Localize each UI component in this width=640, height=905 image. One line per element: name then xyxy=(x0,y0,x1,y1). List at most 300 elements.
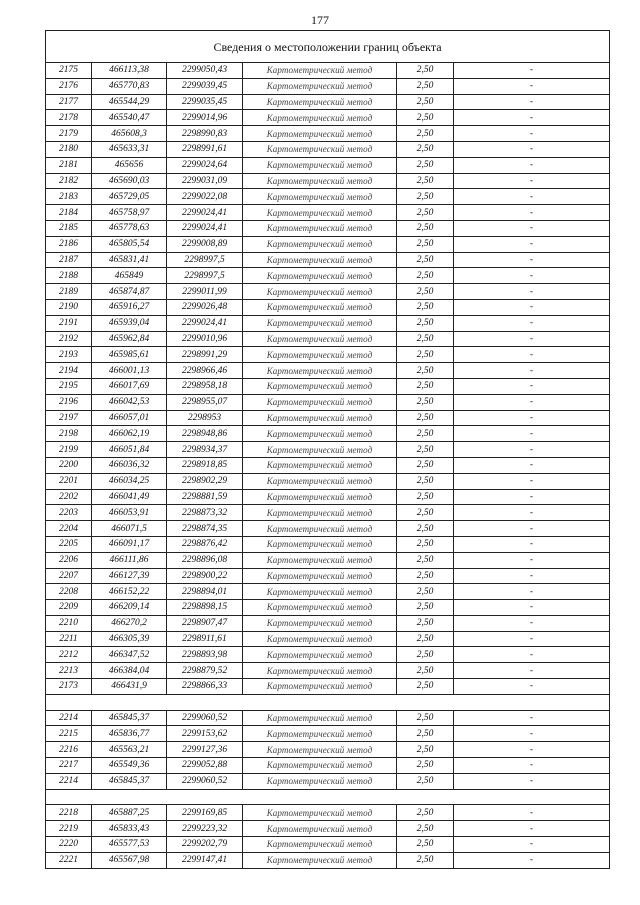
y-coordinate-cell: 2298894,01 xyxy=(167,584,243,600)
accuracy-cell: 2,50 xyxy=(397,647,454,663)
table-row xyxy=(46,126,610,142)
accuracy-cell: 2,50 xyxy=(397,331,454,347)
method-cell: Картометрический метод xyxy=(243,837,397,853)
y-coordinate-cell: 2298958,18 xyxy=(167,378,243,394)
x-coordinate-cell: 465633,31 xyxy=(92,141,167,157)
table-row xyxy=(46,189,610,205)
point-number-cell: 2185 xyxy=(46,220,92,236)
y-coordinate-cell: 2298896,08 xyxy=(167,552,243,568)
table-header-row xyxy=(46,31,610,63)
x-coordinate-cell: 465656 xyxy=(92,157,167,173)
table-row xyxy=(46,679,610,695)
accuracy-cell: 2,50 xyxy=(397,584,454,600)
x-coordinate-cell: 465939,04 xyxy=(92,315,167,331)
table-row xyxy=(46,521,610,537)
x-coordinate-cell: 465805,54 xyxy=(92,236,167,252)
point-number-cell: 2213 xyxy=(46,663,92,679)
point-number-cell: 2193 xyxy=(46,347,92,363)
point-number-cell: 2175 xyxy=(46,63,92,79)
note-cell: - xyxy=(454,63,610,79)
table-row xyxy=(46,268,610,284)
accuracy-cell: 2,50 xyxy=(397,742,454,758)
method-cell: Картометрический метод xyxy=(243,758,397,774)
note-cell: - xyxy=(454,473,610,489)
group-separator-row xyxy=(46,694,610,710)
accuracy-cell: 2,50 xyxy=(397,663,454,679)
y-coordinate-cell: 2299024,41 xyxy=(167,315,243,331)
y-coordinate-cell: 2299223,32 xyxy=(167,821,243,837)
method-cell: Картометрический метод xyxy=(243,505,397,521)
note-cell: - xyxy=(454,710,610,726)
y-coordinate-cell: 2298911,61 xyxy=(167,631,243,647)
x-coordinate-cell: 465887,25 xyxy=(92,805,167,821)
y-coordinate-cell: 2299008,89 xyxy=(167,236,243,252)
table-row xyxy=(46,78,610,94)
note-cell: - xyxy=(454,157,610,173)
point-number-cell: 2216 xyxy=(46,742,92,758)
table-row xyxy=(46,157,610,173)
accuracy-cell: 2,50 xyxy=(397,410,454,426)
point-number-cell: 2173 xyxy=(46,679,92,695)
accuracy-cell: 2,50 xyxy=(397,821,454,837)
point-number-cell: 2217 xyxy=(46,758,92,774)
note-cell: - xyxy=(454,773,610,789)
x-coordinate-cell: 466347,52 xyxy=(92,647,167,663)
point-number-cell: 2198 xyxy=(46,426,92,442)
note-cell: - xyxy=(454,742,610,758)
y-coordinate-cell: 2298876,42 xyxy=(167,536,243,552)
point-number-cell: 2182 xyxy=(46,173,92,189)
method-cell: Картометрический метод xyxy=(243,805,397,821)
x-coordinate-cell: 465836,77 xyxy=(92,726,167,742)
method-cell: Картометрический метод xyxy=(243,852,397,868)
y-coordinate-cell: 2299039,45 xyxy=(167,78,243,94)
method-cell: Картометрический метод xyxy=(243,189,397,205)
table-row xyxy=(46,442,610,458)
accuracy-cell: 2,50 xyxy=(397,457,454,473)
method-cell: Картометрический метод xyxy=(243,173,397,189)
x-coordinate-cell: 466111,86 xyxy=(92,552,167,568)
group-separator-cell xyxy=(46,789,610,805)
x-coordinate-cell: 466062,19 xyxy=(92,426,167,442)
note-cell: - xyxy=(454,94,610,110)
table-row xyxy=(46,394,610,410)
y-coordinate-cell: 2299169,85 xyxy=(167,805,243,821)
table-row xyxy=(46,821,610,837)
accuracy-cell: 2,50 xyxy=(397,236,454,252)
y-coordinate-cell: 2298874,35 xyxy=(167,521,243,537)
table-row xyxy=(46,173,610,189)
note-cell: - xyxy=(454,852,610,868)
table-row xyxy=(46,205,610,221)
note-cell: - xyxy=(454,284,610,300)
table-row xyxy=(46,331,610,347)
boundary-coordinates-table xyxy=(45,30,610,869)
accuracy-cell: 2,50 xyxy=(397,758,454,774)
note-cell: - xyxy=(454,726,610,742)
note-cell: - xyxy=(454,378,610,394)
point-number-cell: 2220 xyxy=(46,837,92,853)
y-coordinate-cell: 2298934,37 xyxy=(167,442,243,458)
point-number-cell: 2202 xyxy=(46,489,92,505)
point-number-cell: 2221 xyxy=(46,852,92,868)
accuracy-cell: 2,50 xyxy=(397,157,454,173)
note-cell: - xyxy=(454,189,610,205)
method-cell: Картометрический метод xyxy=(243,647,397,663)
note-cell: - xyxy=(454,394,610,410)
x-coordinate-cell: 465758,97 xyxy=(92,205,167,221)
method-cell: Картометрический метод xyxy=(243,442,397,458)
point-number-cell: 2199 xyxy=(46,442,92,458)
point-number-cell: 2195 xyxy=(46,378,92,394)
method-cell: Картометрический метод xyxy=(243,473,397,489)
y-coordinate-cell: 2299060,52 xyxy=(167,710,243,726)
method-cell: Картометрический метод xyxy=(243,252,397,268)
accuracy-cell: 2,50 xyxy=(397,837,454,853)
method-cell: Картометрический метод xyxy=(243,600,397,616)
note-cell: - xyxy=(454,521,610,537)
accuracy-cell: 2,50 xyxy=(397,126,454,142)
method-cell: Картометрический метод xyxy=(243,615,397,631)
table-row xyxy=(46,315,610,331)
accuracy-cell: 2,50 xyxy=(397,363,454,379)
note-cell: - xyxy=(454,252,610,268)
method-cell: Картометрический метод xyxy=(243,773,397,789)
y-coordinate-cell: 2298991,61 xyxy=(167,141,243,157)
method-cell: Картометрический метод xyxy=(243,220,397,236)
note-cell: - xyxy=(454,236,610,252)
note-cell: - xyxy=(454,600,610,616)
y-coordinate-cell: 2298907,47 xyxy=(167,615,243,631)
y-coordinate-cell: 2299060,52 xyxy=(167,773,243,789)
point-number-cell: 2206 xyxy=(46,552,92,568)
accuracy-cell: 2,50 xyxy=(397,63,454,79)
note-cell: - xyxy=(454,331,610,347)
table-row xyxy=(46,505,610,521)
y-coordinate-cell: 2298948,86 xyxy=(167,426,243,442)
point-number-cell: 2208 xyxy=(46,584,92,600)
note-cell: - xyxy=(454,837,610,853)
y-coordinate-cell: 2298866,33 xyxy=(167,679,243,695)
y-coordinate-cell: 2299127,36 xyxy=(167,742,243,758)
table-body xyxy=(46,31,610,869)
accuracy-cell: 2,50 xyxy=(397,299,454,315)
y-coordinate-cell: 2298997,5 xyxy=(167,268,243,284)
note-cell: - xyxy=(454,679,610,695)
point-number-cell: 2189 xyxy=(46,284,92,300)
point-number-cell: 2197 xyxy=(46,410,92,426)
y-coordinate-cell: 2298881,59 xyxy=(167,489,243,505)
x-coordinate-cell: 465778,63 xyxy=(92,220,167,236)
table-row xyxy=(46,805,610,821)
method-cell: Картометрический метод xyxy=(243,157,397,173)
table-row xyxy=(46,615,610,631)
point-number-cell: 2196 xyxy=(46,394,92,410)
accuracy-cell: 2,50 xyxy=(397,378,454,394)
x-coordinate-cell: 465874,87 xyxy=(92,284,167,300)
x-coordinate-cell: 466113,38 xyxy=(92,63,167,79)
point-number-cell: 2212 xyxy=(46,647,92,663)
point-number-cell: 2201 xyxy=(46,473,92,489)
note-cell: - xyxy=(454,647,610,663)
note-cell: - xyxy=(454,173,610,189)
point-number-cell: 2200 xyxy=(46,457,92,473)
method-cell: Картометрический метод xyxy=(243,426,397,442)
y-coordinate-cell: 2298991,29 xyxy=(167,347,243,363)
x-coordinate-cell: 465544,29 xyxy=(92,94,167,110)
y-coordinate-cell: 2299011,99 xyxy=(167,284,243,300)
accuracy-cell: 2,50 xyxy=(397,394,454,410)
table-title: Сведения о местоположении границ объекта xyxy=(46,31,610,63)
accuracy-cell: 2,50 xyxy=(397,205,454,221)
method-cell: Картометрический метод xyxy=(243,347,397,363)
method-cell: Картометрический метод xyxy=(243,821,397,837)
point-number-cell: 2190 xyxy=(46,299,92,315)
x-coordinate-cell: 466017,69 xyxy=(92,378,167,394)
x-coordinate-cell: 466209,14 xyxy=(92,600,167,616)
note-cell: - xyxy=(454,805,610,821)
point-number-cell: 2205 xyxy=(46,536,92,552)
x-coordinate-cell: 465833,43 xyxy=(92,821,167,837)
table-row xyxy=(46,457,610,473)
method-cell: Картометрический метод xyxy=(243,236,397,252)
accuracy-cell: 2,50 xyxy=(397,94,454,110)
table-row xyxy=(46,110,610,126)
y-coordinate-cell: 2299153,62 xyxy=(167,726,243,742)
point-number-cell: 2214 xyxy=(46,773,92,789)
accuracy-cell: 2,50 xyxy=(397,521,454,537)
method-cell: Картометрический метод xyxy=(243,521,397,537)
accuracy-cell: 2,50 xyxy=(397,536,454,552)
accuracy-cell: 2,50 xyxy=(397,189,454,205)
table-row xyxy=(46,63,610,79)
accuracy-cell: 2,50 xyxy=(397,268,454,284)
x-coordinate-cell: 465916,27 xyxy=(92,299,167,315)
point-number-cell: 2181 xyxy=(46,157,92,173)
y-coordinate-cell: 2299024,41 xyxy=(167,205,243,221)
method-cell: Картометрический метод xyxy=(243,536,397,552)
x-coordinate-cell: 466152,22 xyxy=(92,584,167,600)
table-row xyxy=(46,837,610,853)
note-cell: - xyxy=(454,489,610,505)
y-coordinate-cell: 2299026,48 xyxy=(167,299,243,315)
y-coordinate-cell: 2299202,79 xyxy=(167,837,243,853)
note-cell: - xyxy=(454,426,610,442)
accuracy-cell: 2,50 xyxy=(397,679,454,695)
method-cell: Картометрический метод xyxy=(243,410,397,426)
point-number-cell: 2188 xyxy=(46,268,92,284)
table-row xyxy=(46,347,610,363)
x-coordinate-cell: 466042,53 xyxy=(92,394,167,410)
table-row xyxy=(46,410,610,426)
y-coordinate-cell: 2298997,5 xyxy=(167,252,243,268)
point-number-cell: 2214 xyxy=(46,710,92,726)
method-cell: Картометрический метод xyxy=(243,331,397,347)
accuracy-cell: 2,50 xyxy=(397,252,454,268)
point-number-cell: 2207 xyxy=(46,568,92,584)
point-number-cell: 2210 xyxy=(46,615,92,631)
note-cell: - xyxy=(454,78,610,94)
y-coordinate-cell: 2299024,41 xyxy=(167,220,243,236)
note-cell: - xyxy=(454,821,610,837)
accuracy-cell: 2,50 xyxy=(397,347,454,363)
accuracy-cell: 2,50 xyxy=(397,600,454,616)
note-cell: - xyxy=(454,505,610,521)
method-cell: Картометрический метод xyxy=(243,394,397,410)
accuracy-cell: 2,50 xyxy=(397,568,454,584)
x-coordinate-cell: 465540,47 xyxy=(92,110,167,126)
x-coordinate-cell: 466051,84 xyxy=(92,442,167,458)
method-cell: Картометрический метод xyxy=(243,489,397,505)
accuracy-cell: 2,50 xyxy=(397,426,454,442)
accuracy-cell: 2,50 xyxy=(397,773,454,789)
table-row xyxy=(46,220,610,236)
x-coordinate-cell: 465770,83 xyxy=(92,78,167,94)
table-row xyxy=(46,742,610,758)
x-coordinate-cell: 465563,21 xyxy=(92,742,167,758)
point-number-cell: 2178 xyxy=(46,110,92,126)
x-coordinate-cell: 466036,32 xyxy=(92,457,167,473)
note-cell: - xyxy=(454,268,610,284)
note-cell: - xyxy=(454,141,610,157)
x-coordinate-cell: 465577,53 xyxy=(92,837,167,853)
accuracy-cell: 2,50 xyxy=(397,505,454,521)
y-coordinate-cell: 2298879,52 xyxy=(167,663,243,679)
y-coordinate-cell: 2298900,22 xyxy=(167,568,243,584)
method-cell: Картометрический метод xyxy=(243,126,397,142)
note-cell: - xyxy=(454,126,610,142)
point-number-cell: 2191 xyxy=(46,315,92,331)
note-cell: - xyxy=(454,631,610,647)
note-cell: - xyxy=(454,315,610,331)
table-row xyxy=(46,726,610,742)
y-coordinate-cell: 2298953 xyxy=(167,410,243,426)
table-row xyxy=(46,363,610,379)
method-cell: Картометрический метод xyxy=(243,631,397,647)
y-coordinate-cell: 2298966,46 xyxy=(167,363,243,379)
x-coordinate-cell: 466431,9 xyxy=(92,679,167,695)
accuracy-cell: 2,50 xyxy=(397,442,454,458)
y-coordinate-cell: 2298873,32 xyxy=(167,505,243,521)
accuracy-cell: 2,50 xyxy=(397,852,454,868)
point-number-cell: 2203 xyxy=(46,505,92,521)
x-coordinate-cell: 465608,3 xyxy=(92,126,167,142)
method-cell: Картометрический метод xyxy=(243,378,397,394)
table-row xyxy=(46,758,610,774)
method-cell: Картометрический метод xyxy=(243,710,397,726)
point-number-cell: 2187 xyxy=(46,252,92,268)
table-row xyxy=(46,631,610,647)
method-cell: Картометрический метод xyxy=(243,299,397,315)
point-number-cell: 2184 xyxy=(46,205,92,221)
y-coordinate-cell: 2298990,83 xyxy=(167,126,243,142)
y-coordinate-cell: 2299024,64 xyxy=(167,157,243,173)
note-cell: - xyxy=(454,205,610,221)
x-coordinate-cell: 465567,98 xyxy=(92,852,167,868)
x-coordinate-cell: 466001,13 xyxy=(92,363,167,379)
accuracy-cell: 2,50 xyxy=(397,489,454,505)
method-cell: Картометрический метод xyxy=(243,552,397,568)
x-coordinate-cell: 466057,01 xyxy=(92,410,167,426)
y-coordinate-cell: 2298918,85 xyxy=(167,457,243,473)
method-cell: Картометрический метод xyxy=(243,284,397,300)
note-cell: - xyxy=(454,442,610,458)
accuracy-cell: 2,50 xyxy=(397,173,454,189)
group-separator-cell xyxy=(46,694,610,710)
method-cell: Картометрический метод xyxy=(243,663,397,679)
method-cell: Картометрический метод xyxy=(243,584,397,600)
x-coordinate-cell: 466384,04 xyxy=(92,663,167,679)
method-cell: Картометрический метод xyxy=(243,679,397,695)
note-cell: - xyxy=(454,457,610,473)
method-cell: Картометрический метод xyxy=(243,726,397,742)
table-row xyxy=(46,647,610,663)
y-coordinate-cell: 2299035,45 xyxy=(167,94,243,110)
point-number-cell: 2209 xyxy=(46,600,92,616)
method-cell: Картометрический метод xyxy=(243,742,397,758)
table-row xyxy=(46,568,610,584)
x-coordinate-cell: 466270,2 xyxy=(92,615,167,631)
method-cell: Картометрический метод xyxy=(243,94,397,110)
note-cell: - xyxy=(454,110,610,126)
method-cell: Картометрический метод xyxy=(243,268,397,284)
method-cell: Картометрический метод xyxy=(243,78,397,94)
point-number-cell: 2219 xyxy=(46,821,92,837)
table-row xyxy=(46,536,610,552)
y-coordinate-cell: 2298955,07 xyxy=(167,394,243,410)
x-coordinate-cell: 466034,25 xyxy=(92,473,167,489)
x-coordinate-cell: 465549,36 xyxy=(92,758,167,774)
method-cell: Картометрический метод xyxy=(243,205,397,221)
point-number-cell: 2215 xyxy=(46,726,92,742)
x-coordinate-cell: 465985,61 xyxy=(92,347,167,363)
page-number: 177 xyxy=(311,13,329,27)
accuracy-cell: 2,50 xyxy=(397,284,454,300)
y-coordinate-cell: 2299014,96 xyxy=(167,110,243,126)
point-number-cell: 2211 xyxy=(46,631,92,647)
accuracy-cell: 2,50 xyxy=(397,110,454,126)
y-coordinate-cell: 2298893,98 xyxy=(167,647,243,663)
point-number-cell: 2192 xyxy=(46,331,92,347)
x-coordinate-cell: 465690,03 xyxy=(92,173,167,189)
accuracy-cell: 2,50 xyxy=(397,141,454,157)
accuracy-cell: 2,50 xyxy=(397,726,454,742)
method-cell: Картометрический метод xyxy=(243,315,397,331)
y-coordinate-cell: 2299050,43 xyxy=(167,63,243,79)
note-cell: - xyxy=(454,299,610,315)
note-cell: - xyxy=(454,758,610,774)
x-coordinate-cell: 465849 xyxy=(92,268,167,284)
y-coordinate-cell: 2299147,41 xyxy=(167,852,243,868)
accuracy-cell: 2,50 xyxy=(397,710,454,726)
x-coordinate-cell: 465845,37 xyxy=(92,773,167,789)
table-row xyxy=(46,663,610,679)
method-cell: Картометрический метод xyxy=(243,110,397,126)
accuracy-cell: 2,50 xyxy=(397,631,454,647)
point-number-cell: 2179 xyxy=(46,126,92,142)
point-number-cell: 2218 xyxy=(46,805,92,821)
note-cell: - xyxy=(454,568,610,584)
point-number-cell: 2183 xyxy=(46,189,92,205)
table-row xyxy=(46,236,610,252)
x-coordinate-cell: 466305,39 xyxy=(92,631,167,647)
y-coordinate-cell: 2299052,88 xyxy=(167,758,243,774)
note-cell: - xyxy=(454,584,610,600)
note-cell: - xyxy=(454,410,610,426)
accuracy-cell: 2,50 xyxy=(397,78,454,94)
x-coordinate-cell: 466041,49 xyxy=(92,489,167,505)
table-row xyxy=(46,378,610,394)
